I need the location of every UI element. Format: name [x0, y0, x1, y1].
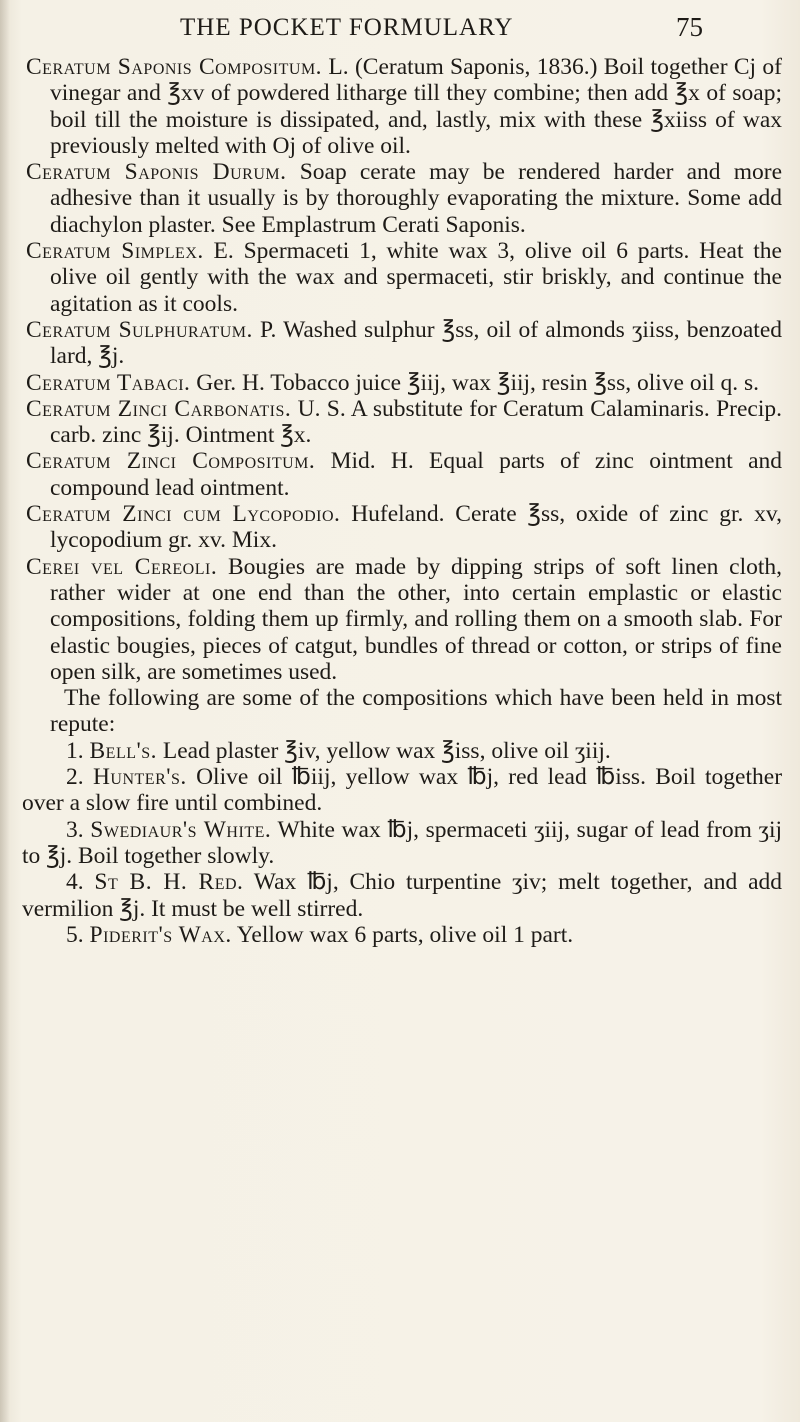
formula-item-3: [22, 817, 782, 870]
formula-number: 2.: [66, 764, 84, 791]
entry-heading: Ceratum Zinci cum Lycopodio.: [26, 501, 341, 528]
formula-name: Hunter's.: [92, 764, 187, 791]
entry-body: Hufeland. Cerate ℥ss, oxide of zinc gr. xv, lycopodium gr. xv. Mix.: [50, 501, 782, 554]
formula-body: White wax ℔j, spermaceti ʒiij, sugar of lead from ʒij to ℥j. Boil together slowly.: [22, 816, 783, 869]
entry-ceratum-simplex: [22, 238, 782, 317]
entry-heading: Ceratum Saponis Durum.: [26, 159, 287, 186]
entry-body: Soap cerate may be rendered harder and more adhesive than it usually is by thoroughly evaporating the mixture. Some add diachylon plaster. See Emplastrum Cerati Saponis.: [50, 159, 783, 238]
formula-item-4: [22, 869, 782, 922]
entry-heading: Ceratum Saponis Compositum.: [26, 54, 323, 80]
entry-ceratum-tabaci: [22, 370, 782, 396]
formula-body: Wax ℔j, Chio turpentine ʒiv; melt together, and add vermilion ℥j. It must be well stirred.: [22, 869, 782, 922]
entry-body: L. (Ceratum Saponis, 1836.) Boil together Cj of vinegar and ℥xv of powdered litharge till they combine; then add ℥x of soap; boil till the moisture is dissipated, and, lastly, mix with these ℥xiiss of wax previously melted with Oj of olive oil.: [50, 54, 782, 159]
entry-heading: Cerei vel Cereoli.: [26, 553, 218, 580]
entry-heading: Ceratum Sulphuratum.: [26, 316, 253, 343]
entry-heading: Ceratum Simplex.: [26, 238, 204, 265]
formula-item-2: [22, 764, 782, 817]
formula-item-5: [22, 922, 782, 948]
page-number: 75: [676, 12, 703, 42]
formula-name: Bell's.: [89, 737, 158, 764]
entry-body: E. Spermaceti 1, white wax 3, olive oil 6 parts. Heat the olive oil gently with the wax and spermaceti, stir briskly, and continue the agitation as it cools.: [50, 238, 782, 317]
entry-ceratum-zinci-cum-lycopodio: [22, 501, 782, 554]
entry-body: Bougies are made by dipping strips of soft linen cloth, rather wider at one end than the other, into certain emplastic or elastic compositions, folding them up firmly, and rolling them on a smooth slab. For elastic bougies, pieces of catgut, bundles of thread or cotton, or strips of fine open silk, are sometimes used.: [50, 553, 783, 685]
page-gutter-shadow: [0, 0, 10, 1422]
entry-heading: Ceratum Zinci Compositum.: [26, 448, 316, 475]
page-text: [22, 54, 782, 948]
formula-number: 4.: [66, 869, 84, 896]
formula-name: Piderit's Wax.: [89, 921, 232, 948]
entry-body: Mid. H. Equal parts of zinc ointment and compound lead ointment.: [50, 448, 782, 501]
page-header: [0, 10, 800, 50]
entry-heading: Ceratum Zinci Carbonatis.: [26, 395, 292, 422]
formula-body: Lead plaster ℥iv, yellow wax ℥iss, olive oil ʒiij.: [162, 737, 611, 764]
formula-name: St B. H. Red.: [94, 869, 244, 896]
entry-body: P. Washed sulphur ℥ss, oil of almonds ʒiiss, benzoated lard, ℥j.: [50, 316, 783, 370]
formula-body: Yellow wax 6 parts, olive oil 1 part.: [236, 921, 574, 948]
entry-cerei-vel-cereoli: [22, 554, 782, 685]
entry-body: Ger. H. Tobacco juice ℥iij, wax ℥iij, resin ℥ss, olive oil q. s.: [196, 369, 760, 396]
entry-body: U. S. A substitute for Ceratum Calaminaris. Precip. carb. zinc ℥ij. Ointment ℥x.: [50, 395, 782, 449]
entry-ceratum-sulphuratum: [22, 317, 782, 370]
entry-ceratum-saponis-compositum: [22, 54, 782, 159]
formula-item-1: [22, 738, 782, 764]
running-title: THE POCKET FORMULARY: [180, 14, 514, 41]
entry-ceratum-zinci-carbonatis: [22, 396, 782, 449]
entry-heading: Ceratum Tabaci.: [26, 369, 191, 396]
formula-number: 5.: [66, 921, 84, 948]
formula-number: 1.: [66, 737, 84, 764]
formulas-intro: The following are some of the compositions which have been held in most repute:: [50, 685, 782, 738]
formula-name: Swediaur's White.: [90, 816, 272, 843]
formula-body: Olive oil ℔iij, yellow wax ℔j, red lead ℔iss. Boil together over a slow fire until combined.: [22, 764, 783, 817]
entry-ceratum-zinci-compositum: [22, 448, 782, 501]
formula-number: 3.: [66, 816, 84, 843]
entry-ceratum-saponis-durum: [22, 159, 782, 238]
